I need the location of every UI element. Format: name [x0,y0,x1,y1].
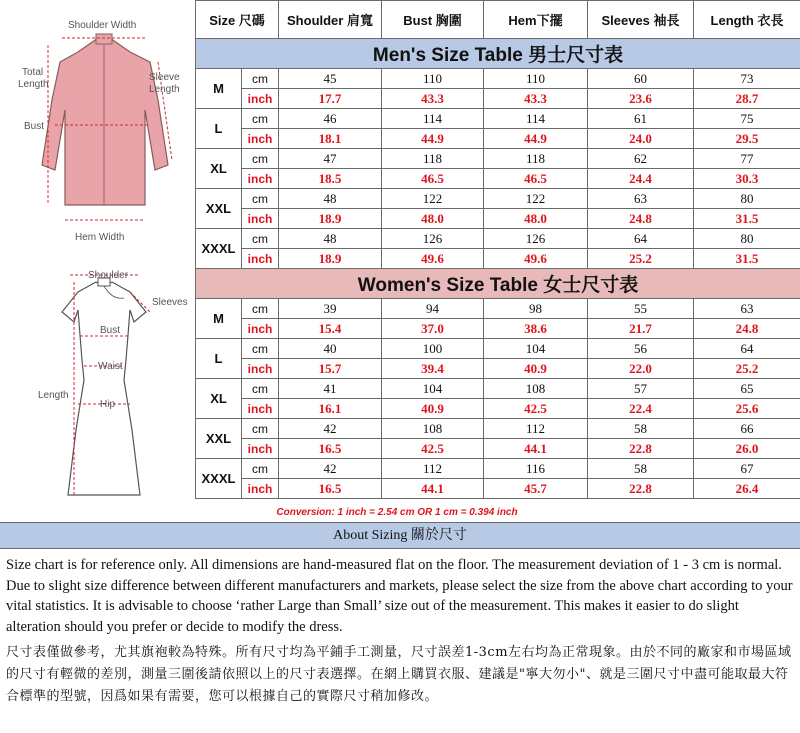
table-row [196,169,800,189]
garment-illustrations [0,0,195,520]
cm-value: 126 [382,229,484,249]
inch-value: 30.3 [694,169,800,189]
inch-value: 22.0 [588,359,694,379]
inch-value: 40.9 [484,359,588,379]
cm-value: 126 [484,229,588,249]
unit-cm: cm [242,189,279,209]
header-hem: Hem下擺 [484,1,588,39]
header-sleeves: Sleeves 袖長 [588,1,694,39]
cm-value: 64 [588,229,694,249]
inch-value: 44.1 [484,439,588,459]
sleeve-length-label-1: Sleeve [149,72,180,83]
cm-value: 112 [382,459,484,479]
size-label: L [196,339,242,379]
cm-value: 108 [382,419,484,439]
cm-value: 73 [694,69,800,89]
cm-value: 104 [484,339,588,359]
inch-value: 42.5 [382,439,484,459]
table-row [196,459,800,479]
sizing-note-chinese: 尺寸表僅做參考，尤其旗袍較為特殊。所有尺寸均為平鋪手工測量，尺寸誤差1-3cm左右均為正常現象。由於不同的廠家和市場區域的尺寸有輕微的差別，測量三圍後請依照以上的尺寸表選擇。在網上購買衣服、建議是"寧大勿小"、就是三圍尺寸中盡可能取最大符合標準的型號，因爲如果有需要，您可以根據自己的實際尺寸稍加修改。 [6,645,792,704]
cm-value: 67 [694,459,800,479]
inch-value: 24.4 [588,169,694,189]
unit-cm: cm [242,339,279,359]
inch-value: 31.5 [694,249,800,269]
header-shoulder: Shoulder 肩寬 [279,1,382,39]
table-row [196,109,800,129]
bust-label-bottom: Bust [100,325,121,336]
figure-panel [0,0,195,520]
unit-cm: cm [242,229,279,249]
table-row [196,69,800,89]
cm-value: 100 [382,339,484,359]
cm-value: 47 [279,149,382,169]
inch-value: 39.4 [382,359,484,379]
inch-value: 49.6 [382,249,484,269]
bust-label-top: Bust [24,121,45,132]
cm-value: 98 [484,299,588,319]
hip-label: Hip [100,399,116,410]
inch-value: 46.5 [382,169,484,189]
inch-value: 46.5 [484,169,588,189]
inch-value: 18.9 [279,249,382,269]
length-label: Length [38,390,69,401]
size-label: M [196,299,242,339]
sleeve-length-label-2: Length [149,84,180,95]
inch-value: 45.7 [484,479,588,499]
shoulder-label: Shoulder [88,270,129,281]
waist-label: Waist [98,361,123,372]
dress-illustration [38,270,188,495]
cm-value: 80 [694,229,800,249]
table-row [196,379,800,399]
cm-value: 118 [484,149,588,169]
inch-value: 48.0 [484,209,588,229]
women-size-banner-title: Women's Size Table 女士尺寸表 [196,269,800,299]
inch-value: 24.8 [694,319,800,339]
unit-cm: cm [242,149,279,169]
unit-inch: inch [242,169,279,189]
inch-value: 37.0 [382,319,484,339]
cm-value: 61 [588,109,694,129]
cm-value: 39 [279,299,382,319]
men-size-banner [196,39,800,69]
inch-value: 18.1 [279,129,382,149]
table-row [196,229,800,249]
conversion-note: Conversion: 1 inch = 2.54 cm OR 1 cm = 0.394 inch [276,507,518,518]
unit-inch: inch [242,89,279,109]
women-size-banner [196,269,800,299]
table-row [196,89,800,109]
inch-value: 15.4 [279,319,382,339]
table-row [196,129,800,149]
inch-value: 29.5 [694,129,800,149]
total-length-label-1: Total [22,67,44,78]
header-size: Size 尺碼 [196,1,279,39]
table-row [196,189,800,209]
size-label: XL [196,149,242,189]
table-header-row [196,1,800,39]
cm-value: 64 [694,339,800,359]
shirt-illustration [18,20,180,243]
cm-value: 63 [694,299,800,319]
cm-value: 110 [484,69,588,89]
unit-inch: inch [242,359,279,379]
cm-value: 77 [694,149,800,169]
cm-value: 114 [382,109,484,129]
size-label: XL [196,379,242,419]
inch-value: 44.9 [484,129,588,149]
inch-value: 25.2 [694,359,800,379]
cm-value: 45 [279,69,382,89]
inch-value: 26.4 [694,479,800,499]
inch-value: 40.9 [382,399,484,419]
total-length-label-2: Length [18,79,49,90]
inch-value: 16.1 [279,399,382,419]
inch-value: 49.6 [484,249,588,269]
inch-value: 21.7 [588,319,694,339]
cm-value: 118 [382,149,484,169]
cm-value: 116 [484,459,588,479]
unit-inch: inch [242,129,279,149]
inch-value: 25.6 [694,399,800,419]
cm-value: 112 [484,419,588,439]
table-row [196,399,800,419]
cm-value: 58 [588,419,694,439]
cm-value: 48 [279,189,382,209]
header-bust: Bust 胸圍 [382,1,484,39]
unit-inch: inch [242,209,279,229]
inch-value: 22.8 [588,439,694,459]
cm-value: 57 [588,379,694,399]
about-sizing-bar: About Sizing 關於尺寸 [0,522,800,549]
sleeves-label: Sleeves [152,297,188,308]
inch-value: 26.0 [694,439,800,459]
inch-value: 43.3 [382,89,484,109]
unit-cm: cm [242,69,279,89]
unit-cm: cm [242,299,279,319]
table-row [196,299,800,319]
inch-value: 25.2 [588,249,694,269]
cm-value: 110 [382,69,484,89]
cm-value: 75 [694,109,800,129]
inch-value: 48.0 [382,209,484,229]
cm-value: 42 [279,419,382,439]
cm-value: 62 [588,149,694,169]
inch-value: 42.5 [484,399,588,419]
inch-value: 31.5 [694,209,800,229]
inch-value: 22.4 [588,399,694,419]
cm-value: 104 [382,379,484,399]
inch-value: 24.0 [588,129,694,149]
cm-value: 48 [279,229,382,249]
cm-value: 65 [694,379,800,399]
inch-value: 43.3 [484,89,588,109]
cm-value: 94 [382,299,484,319]
inch-value: 18.5 [279,169,382,189]
table-row [196,249,800,269]
shoulder-width-label: Shoulder Width [68,20,137,31]
unit-inch: inch [242,319,279,339]
unit-cm: cm [242,379,279,399]
size-label: XXL [196,419,242,459]
cm-value: 40 [279,339,382,359]
table-row [196,359,800,379]
unit-cm: cm [242,459,279,479]
inch-value: 38.6 [484,319,588,339]
hem-width-label: Hem Width [75,232,125,243]
cm-value: 46 [279,109,382,129]
cm-value: 55 [588,299,694,319]
inch-value: 16.5 [279,439,382,459]
unit-cm: cm [242,109,279,129]
unit-inch: inch [242,249,279,269]
cm-value: 63 [588,189,694,209]
cm-value: 42 [279,459,382,479]
inch-value: 18.9 [279,209,382,229]
size-label: XXXL [196,229,242,269]
table-row [196,209,800,229]
size-label: XXXL [196,459,242,499]
cm-value: 108 [484,379,588,399]
inch-value: 17.7 [279,89,382,109]
table-row [196,439,800,459]
size-label: XXL [196,189,242,229]
cm-value: 56 [588,339,694,359]
table-row [196,339,800,359]
sizing-note-english: Size chart is for reference only. All dimensions are hand-measured flat on the floor. The measurement deviation of 1 - 3 cm is normal. Due to slight size difference between different manufacturers and markets, please select the size from the above chart according to your vital statistics. It is advisable to choose ‘rather Large than Small’ size out of the measurement. This makes it easier to do slight alteration should you prefer or decide to modify the dress. [6,557,793,635]
inch-value: 16.5 [279,479,382,499]
cm-value: 122 [382,189,484,209]
inch-value: 28.7 [694,89,800,109]
inch-value: 22.8 [588,479,694,499]
inch-value: 15.7 [279,359,382,379]
table-row [196,479,800,499]
table-row [196,419,800,439]
inch-value: 44.1 [382,479,484,499]
size-table [195,0,800,499]
size-label: L [196,109,242,149]
unit-inch: inch [242,439,279,459]
unit-cm: cm [242,419,279,439]
unit-inch: inch [242,399,279,419]
cm-value: 66 [694,419,800,439]
cm-value: 114 [484,109,588,129]
table-row [196,149,800,169]
cm-value: 122 [484,189,588,209]
table-row [196,319,800,339]
inch-value: 44.9 [382,129,484,149]
cm-value: 41 [279,379,382,399]
header-length: Length 衣長 [694,1,800,39]
men-size-banner-title: Men's Size Table 男士尺寸表 [196,39,800,69]
inch-value: 24.8 [588,209,694,229]
unit-inch: inch [242,479,279,499]
size-label: M [196,69,242,109]
cm-value: 60 [588,69,694,89]
size-table-body [196,1,800,499]
inch-value: 23.6 [588,89,694,109]
cm-value: 58 [588,459,694,479]
cm-value: 80 [694,189,800,209]
